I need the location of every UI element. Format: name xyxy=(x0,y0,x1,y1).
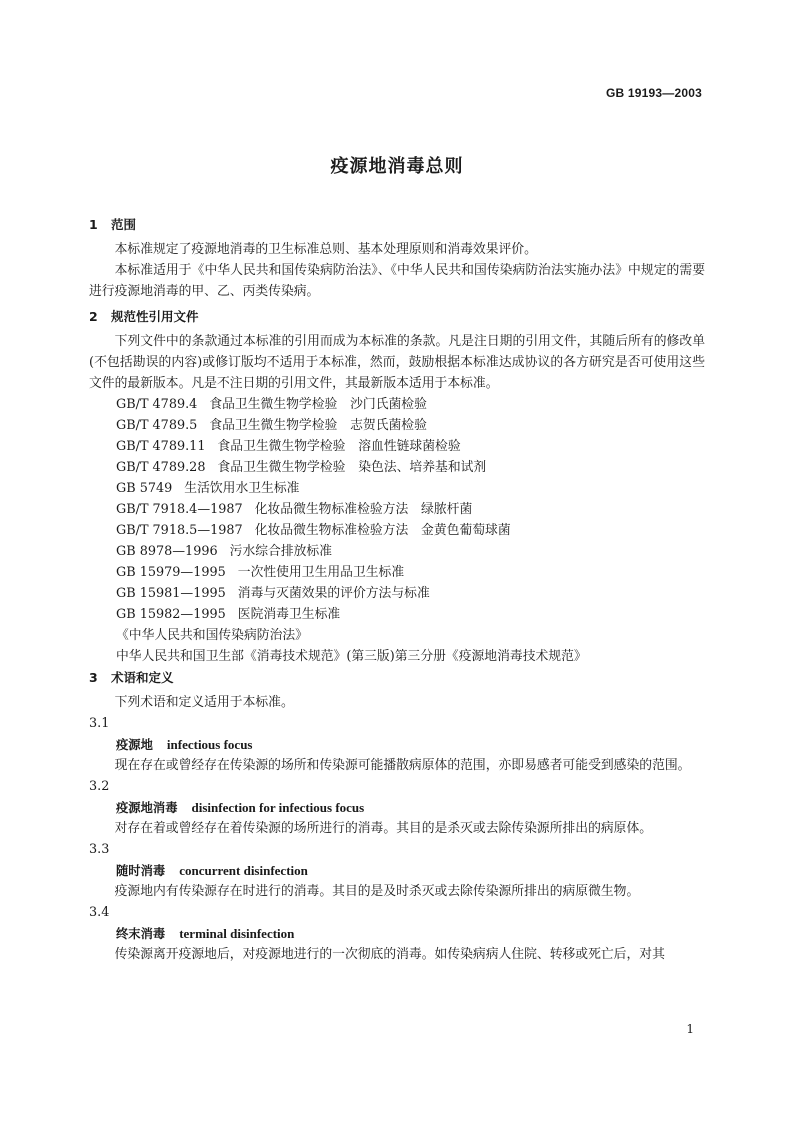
reference-title: 医院消毒卫生标准 xyxy=(237,607,341,622)
paragraph: 本标准规定了疫源地消毒的卫生标准总则、基本处理原则和消毒效果评价。 xyxy=(114,242,537,257)
reference-item xyxy=(89,583,705,604)
term-heading xyxy=(89,734,705,755)
term-definition: 传染源离开疫源地后，对疫源地进行的一次彻底的消毒。如传染病病人住院、转移或死亡后，对其 xyxy=(114,947,665,962)
term-heading xyxy=(89,923,705,944)
reference-code: GB 8978—1996 xyxy=(116,544,218,559)
reference-code: GB/T 4789.28 xyxy=(116,460,206,475)
reference-title: 食品卫生微生物学检验 溶血性链球菌检验 xyxy=(217,439,461,454)
section-number: 3 xyxy=(89,670,98,685)
reference-item xyxy=(89,457,705,478)
reference-code: 《中华人民共和国传染病防治法》 xyxy=(116,628,308,643)
section-heading-scope xyxy=(89,214,705,235)
reference-item xyxy=(89,604,705,625)
section-number: 2 xyxy=(89,309,98,324)
reference-item xyxy=(89,541,705,562)
reference-title: 化妆品微生物标准检验方法 绿脓杆菌 xyxy=(254,502,473,517)
reference-item xyxy=(89,436,705,457)
reference-code: GB/T 7918.5—1987 xyxy=(116,523,243,538)
reference-code: GB/T 7918.4—1987 xyxy=(116,502,243,517)
clause-number: 3.4 xyxy=(89,905,110,920)
reference-title: 化妆品微生物标准检验方法 金黄色葡萄球菌 xyxy=(254,523,511,538)
clause-number: 3.2 xyxy=(89,779,110,794)
document-title: 疫源地消毒总则 xyxy=(330,156,464,177)
term-zh: 终末消毒 xyxy=(116,927,166,941)
reference-code: GB/T 4789.4 xyxy=(116,397,198,412)
section-title: 术语和定义 xyxy=(111,670,174,685)
standard-code: GB 19193—2003 xyxy=(606,86,702,100)
clause-number: 3.3 xyxy=(89,842,110,857)
reference-item xyxy=(89,562,705,583)
section-title: 范围 xyxy=(111,217,137,232)
term-zh: 随时消毒 xyxy=(116,864,166,878)
term-definition: 对存在着或曾经存在着传染源的场所进行的消毒。其目的是杀灭或去除传染源所排出的病原体。 xyxy=(114,821,653,836)
term-en: infectious focus xyxy=(166,737,253,752)
term-en: terminal disinfection xyxy=(179,926,295,941)
term-heading xyxy=(89,860,705,881)
reference-item xyxy=(89,646,705,667)
reference-title: 食品卫生微生物学检验 志贺氏菌检验 xyxy=(209,418,427,433)
reference-code: 中华人民共和国卫生部《消毒技术规范》(第三版)第三分册《疫源地消毒技术规范》 xyxy=(116,649,587,664)
reference-title: 食品卫生微生物学检验 沙门氏菌检验 xyxy=(209,397,427,412)
term-en: disinfection for infectious focus xyxy=(191,800,365,815)
document-body xyxy=(89,214,705,965)
term-definition: 疫源地内有传染源存在时进行的消毒。其目的是及时杀灭或去除传染源所排出的病原微生物。 xyxy=(114,884,640,899)
paragraph: 下列文件中的条款通过本标准的引用而成为本标准的条款。凡是注日期的引用文件，其随后所有的修改单(不包括勘误的内容)或修订版均不适用于本标准，然而，鼓励根据本标准达成协议的各方研究是否可使用这些文件的最新版本。凡是不注日期的引用文件，其最新版本适用于本标准。 xyxy=(89,334,705,391)
section-heading-terms-definitions xyxy=(89,667,705,688)
section-number: 1 xyxy=(89,217,98,232)
section-title: 规范性引用文件 xyxy=(111,309,199,324)
reference-code: GB/T 4789.5 xyxy=(116,418,198,433)
reference-item xyxy=(89,394,705,415)
reference-item xyxy=(89,499,705,520)
paragraph: 下列术语和定义适用于本标准。 xyxy=(114,695,294,710)
term-en: concurrent disinfection xyxy=(179,863,308,878)
reference-title: 生活饮用水卫生标准 xyxy=(184,481,300,496)
term-heading xyxy=(89,797,705,818)
reference-item xyxy=(89,520,705,541)
reference-title: 污水综合排放标准 xyxy=(229,544,333,559)
term-definition: 现在存在或曾经存在传染源的场所和传染源可能播散病原体的范围，亦即易感者可能受到感染的范围。 xyxy=(114,758,691,773)
page-number: 1 xyxy=(686,1022,694,1036)
reference-item xyxy=(89,478,705,499)
term-zh: 疫源地 xyxy=(116,738,153,752)
reference-item xyxy=(89,625,705,646)
reference-title: 食品卫生微生物学检验 染色法、培养基和试剂 xyxy=(217,460,487,475)
reference-code: GB 15982—1995 xyxy=(116,607,226,622)
reference-item xyxy=(89,415,705,436)
reference-title: 消毒与灭菌效果的评价方法与标准 xyxy=(237,586,430,601)
reference-code: GB/T 4789.11 xyxy=(116,439,206,454)
reference-code: GB 5749 xyxy=(116,481,173,496)
reference-code: GB 15981—1995 xyxy=(116,586,226,601)
reference-title: 一次性使用卫生用品卫生标准 xyxy=(237,565,405,580)
reference-code: GB 15979—1995 xyxy=(116,565,226,580)
clause-number: 3.1 xyxy=(89,716,110,731)
term-zh: 疫源地消毒 xyxy=(116,801,178,815)
paragraph: 本标准适用于《中华人民共和国传染病防治法》、《中华人民共和国传染病防治法实施办法》中规定的需要进行疫源地消毒的甲、乙、丙类传染病。 xyxy=(89,263,705,299)
section-heading-normative-references xyxy=(89,306,705,327)
